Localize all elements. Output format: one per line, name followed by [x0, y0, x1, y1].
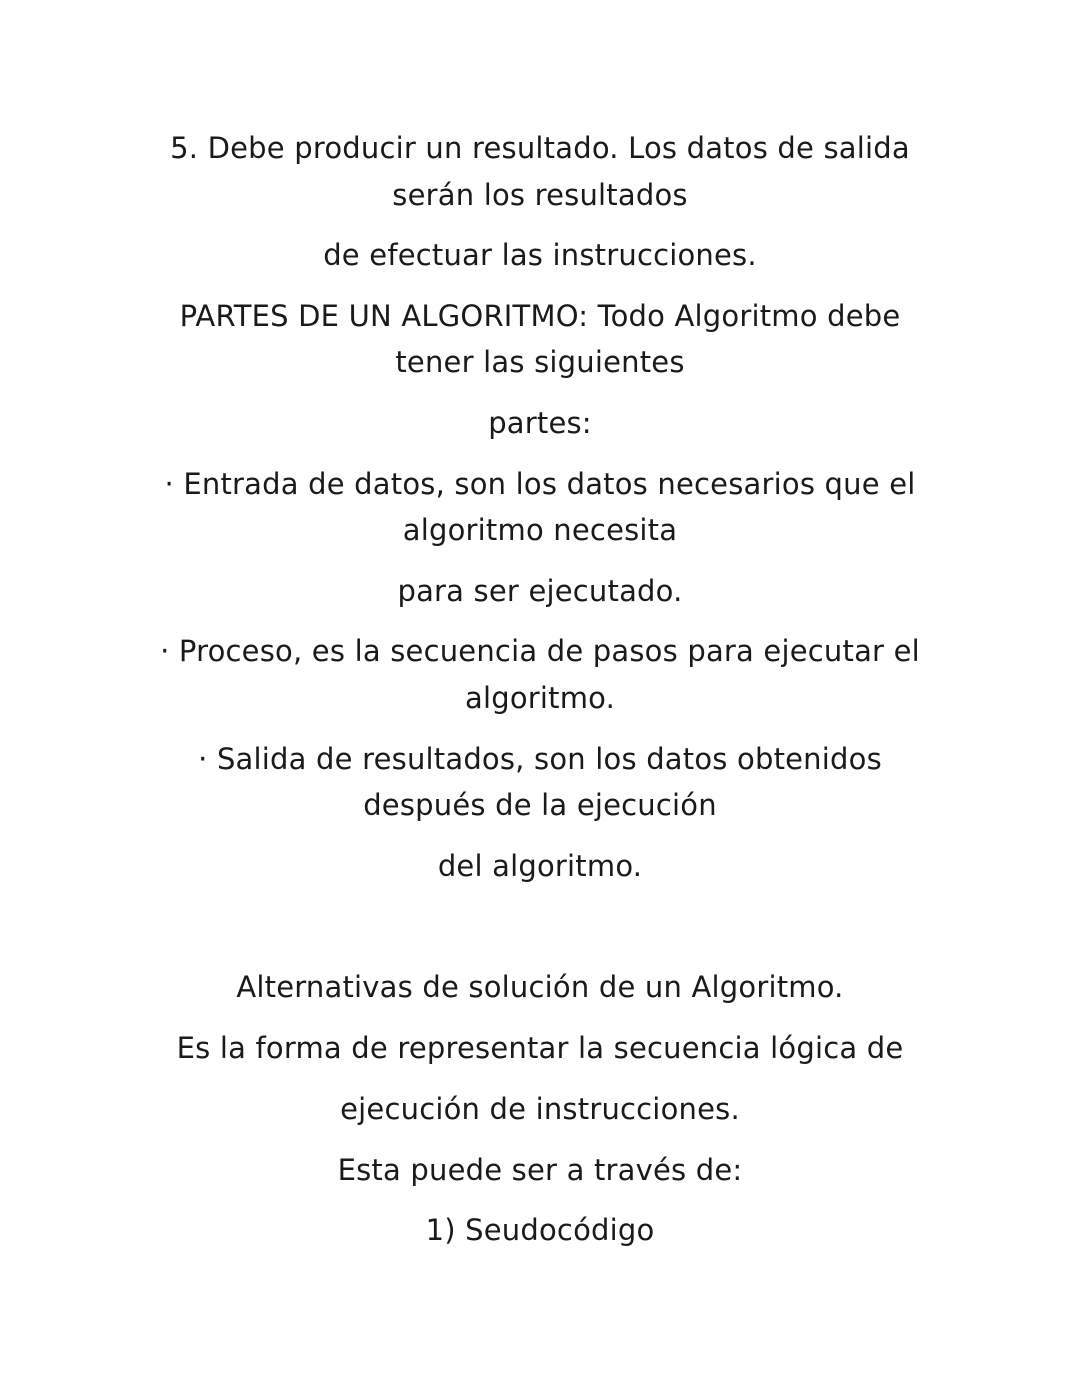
alternativas-line1: Es la forma de representar la secuencia lógica de [176, 1031, 904, 1065]
salida-line3: del algoritmo. [437, 849, 643, 883]
partes-line3: partes: [488, 406, 592, 440]
item5-line2: serán los resultados [392, 178, 688, 212]
partes-line2: tener las siguientes [395, 345, 685, 379]
entrada-line3: para ser ejecutado. [397, 574, 683, 608]
entrada-line2: algoritmo necesita [402, 513, 678, 547]
alternativas-item1: 1) Seudocódigo [425, 1213, 655, 1247]
alternativas-line3: Esta puede ser a través de: [337, 1153, 743, 1187]
proceso-line2: algoritmo. [464, 681, 616, 715]
proceso-line1: · Proceso, es la secuencia de pasos para ejecutar el [160, 634, 920, 668]
alternativas-line2: ejecución de instrucciones. [340, 1092, 740, 1126]
item5-line1: 5. Debe producir un resultado. Los datos de salida [170, 131, 910, 165]
alternativas-heading: Alternativas de solución de un Algoritmo. [236, 970, 844, 1004]
salida-line2: después de la ejecución [363, 788, 717, 822]
item5-line3: de efectuar las instrucciones. [323, 238, 757, 272]
salida-line1: · Salida de resultados, son los datos obtenidos [198, 742, 882, 776]
entrada-line1: · Entrada de datos, son los datos necesarios que el [164, 467, 916, 501]
partes-line1: PARTES DE UN ALGORITMO: Todo Algoritmo debe [179, 299, 901, 333]
